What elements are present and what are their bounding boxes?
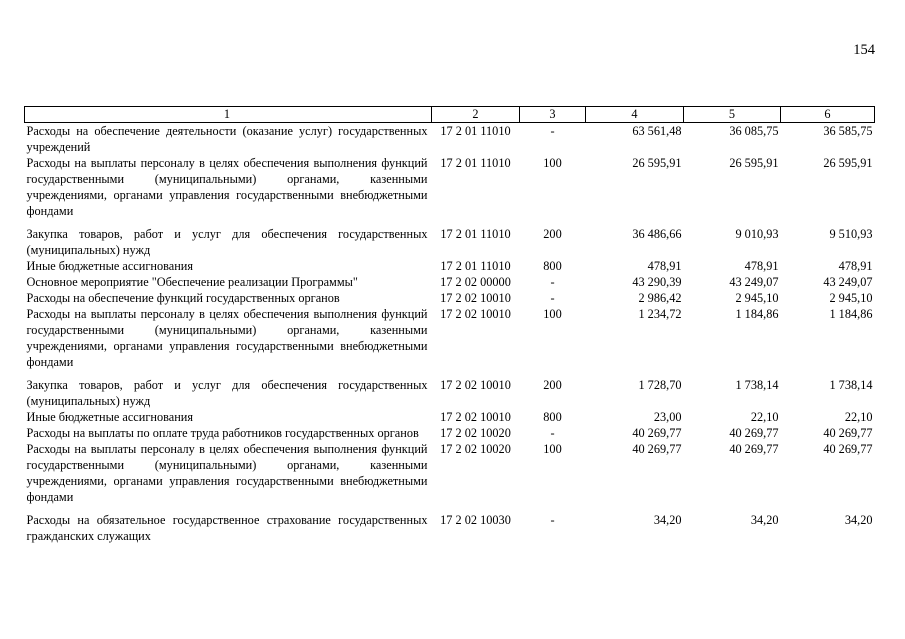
row-type: 200 <box>543 378 562 392</box>
row-value-2: 34,20 <box>750 513 779 527</box>
column-header-type: 3 <box>520 107 586 123</box>
table-row <box>25 377 875 409</box>
table-row <box>25 123 875 156</box>
row-value-3: 43 249,07 <box>823 275 873 289</box>
row-value-1: 1 234,72 <box>638 307 682 321</box>
row-code: 17 2 01 11010 <box>440 227 511 241</box>
column-header-value-3: 6 <box>781 107 875 123</box>
row-value-1: 478,91 <box>647 259 682 273</box>
row-value-3: 2 945,10 <box>829 291 873 305</box>
row-value-2: 9 010,93 <box>735 227 779 241</box>
row-code: 17 2 02 10010 <box>440 307 511 321</box>
row-value-2: 36 085,75 <box>729 124 779 138</box>
budget-table <box>24 106 875 544</box>
table-header <box>25 107 875 123</box>
row-value-3: 9 510,93 <box>829 227 873 241</box>
table-row <box>25 290 875 306</box>
row-value-1: 1 728,70 <box>638 378 682 392</box>
table-row <box>25 258 875 274</box>
row-code: 17 2 01 11010 <box>440 156 511 170</box>
table-row <box>25 226 875 258</box>
row-name: Основное мероприятие "Обеспечение реализации Программы" <box>26 275 358 289</box>
row-value-1: 2 986,42 <box>638 291 682 305</box>
row-type: 800 <box>543 259 562 273</box>
row-code: 17 2 01 11010 <box>440 124 511 138</box>
row-name: Расходы на выплаты персоналу в целях обеспечения выполнения функций государственными (муниципальными) органами, казенными учреждениями, органами управления государственными внебюджетными фондами <box>26 307 428 369</box>
row-value-1: 23,00 <box>653 410 682 424</box>
row-value-2: 40 269,77 <box>729 442 779 456</box>
page-number: 154 <box>853 42 875 58</box>
row-name: Закупка товаров, работ и услуг для обеспечения государственных (муниципальных) нужд <box>26 227 428 257</box>
row-value-2: 2 945,10 <box>735 291 779 305</box>
row-type: - <box>550 513 555 527</box>
row-type: - <box>550 275 555 289</box>
column-header-code: 2 <box>432 107 520 123</box>
row-value-2: 478,91 <box>744 259 779 273</box>
budget-table-container <box>24 106 875 544</box>
row-code: 17 2 01 11010 <box>440 259 511 273</box>
row-value-3: 478,91 <box>838 259 873 273</box>
row-type: - <box>550 426 555 440</box>
row-value-3: 26 595,91 <box>823 156 873 170</box>
row-type: 100 <box>543 307 562 321</box>
row-value-3: 36 585,75 <box>823 124 873 138</box>
row-value-2: 40 269,77 <box>729 426 779 440</box>
row-name: Закупка товаров, работ и услуг для обеспечения государственных (муниципальных) нужд <box>26 378 428 408</box>
table-row <box>25 274 875 290</box>
table-row <box>25 306 875 377</box>
table-row <box>25 409 875 425</box>
row-value-2: 43 249,07 <box>729 275 779 289</box>
row-name: Иные бюджетные ассигнования <box>26 410 194 424</box>
row-name: Расходы на выплаты персоналу в целях обеспечения выполнения функций государственными (муниципальными) органами, казенными учреждениями, органами управления государственными внебюджетными фондами <box>26 442 428 504</box>
row-name: Расходы на обеспечение функций государственных органов <box>26 291 340 305</box>
row-value-3: 22,10 <box>844 410 873 424</box>
table-row <box>25 425 875 441</box>
row-type: - <box>550 124 555 138</box>
row-value-1: 40 269,77 <box>632 426 682 440</box>
table-row <box>25 441 875 512</box>
row-value-1: 36 486,66 <box>632 227 682 241</box>
row-value-1: 34,20 <box>653 513 682 527</box>
table-body <box>25 123 875 545</box>
row-value-1: 63 561,48 <box>632 124 682 138</box>
row-value-2: 26 595,91 <box>729 156 779 170</box>
column-header-value-2: 5 <box>684 107 781 123</box>
row-code: 17 2 02 10020 <box>440 426 511 440</box>
row-name: Иные бюджетные ассигнования <box>26 259 194 273</box>
column-header-value-1: 4 <box>586 107 684 123</box>
row-value-3: 40 269,77 <box>823 442 873 456</box>
row-code: 17 2 02 10010 <box>440 291 511 305</box>
row-value-3: 1 738,14 <box>829 378 873 392</box>
row-type: 100 <box>543 156 562 170</box>
table-row <box>25 512 875 544</box>
row-value-1: 43 290,39 <box>632 275 682 289</box>
row-value-3: 1 184,86 <box>829 307 873 321</box>
row-code: 17 2 02 10020 <box>440 442 511 456</box>
row-type: 100 <box>543 442 562 456</box>
row-value-1: 40 269,77 <box>632 442 682 456</box>
row-type: 800 <box>543 410 562 424</box>
row-value-2: 1 738,14 <box>735 378 779 392</box>
row-value-2: 1 184,86 <box>735 307 779 321</box>
row-value-1: 26 595,91 <box>632 156 682 170</box>
row-name: Расходы на обеспечение деятельности (оказание услуг) государственных учреждений <box>26 124 428 154</box>
row-name: Расходы на обязательное государственное страхование государственных гражданских служащих <box>26 513 428 543</box>
row-name: Расходы на выплаты персоналу в целях обеспечения выполнения функций государственными (муниципальными) органами, казенными учреждениями, органами управления государственными внебюджетными фондами <box>26 156 428 218</box>
row-code: 17 2 02 00000 <box>440 275 511 289</box>
header-row <box>25 107 875 123</box>
column-header-name: 1 <box>25 107 432 123</box>
row-code: 17 2 02 10010 <box>440 410 511 424</box>
row-code: 17 2 02 10030 <box>440 513 511 527</box>
row-value-3: 40 269,77 <box>823 426 873 440</box>
row-name: Расходы на выплаты по оплате труда работников государственных органов <box>26 426 419 440</box>
row-type: - <box>550 291 555 305</box>
table-row <box>25 155 875 226</box>
row-value-2: 22,10 <box>750 410 779 424</box>
row-type: 200 <box>543 227 562 241</box>
row-value-3: 34,20 <box>844 513 873 527</box>
row-code: 17 2 02 10010 <box>440 378 511 392</box>
